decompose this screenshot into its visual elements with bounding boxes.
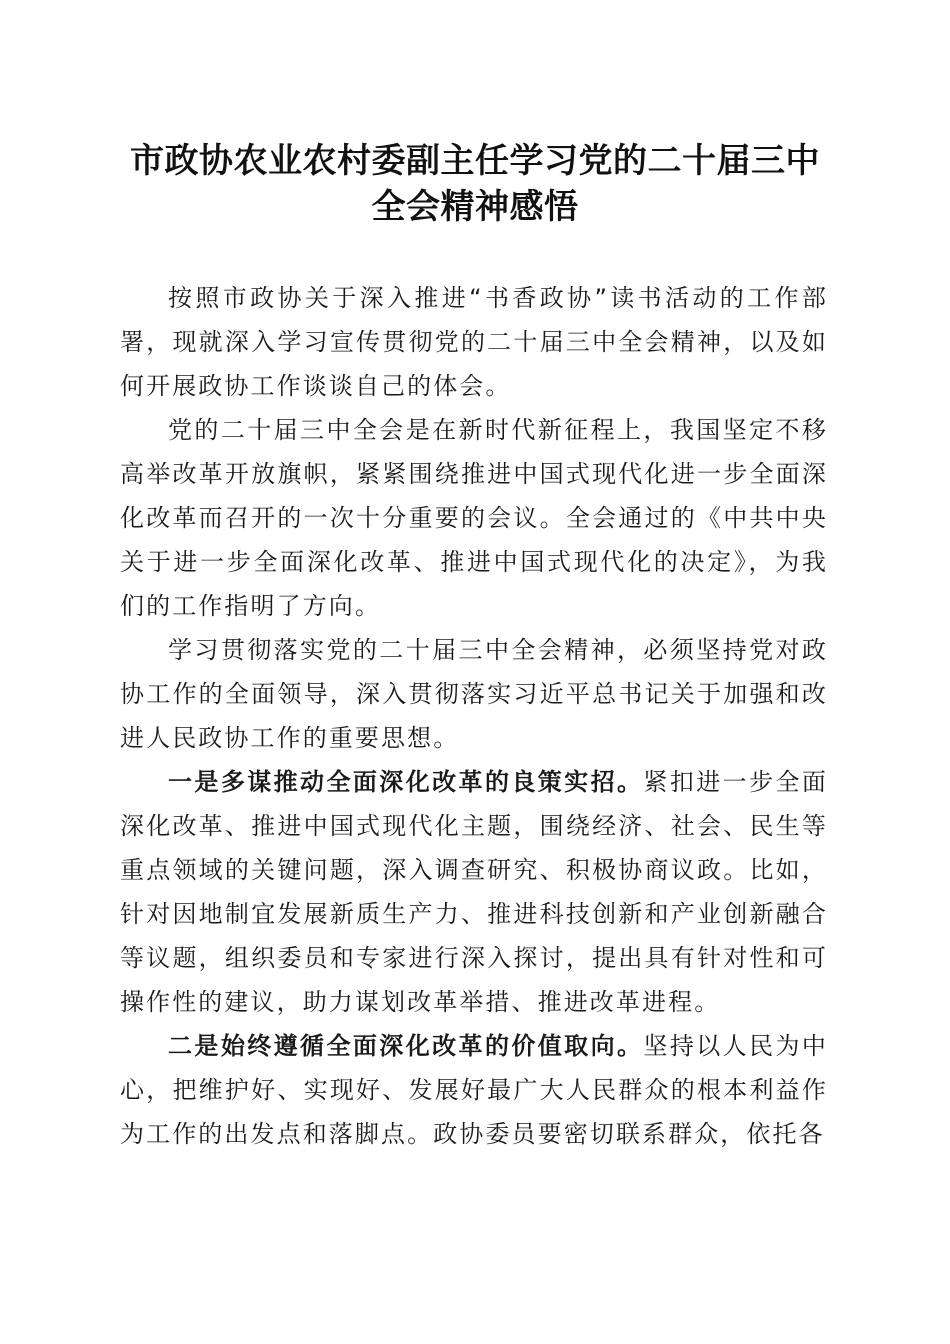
paragraph-text: 紧扣进一步全面深化改革、推进中国式现代化主题，围绕经济、社会、民生等重点领域的关键问题，深入调查研究、积极协商议政。比如，针对因地制宜发展新质生产力、推进科技创新和产业创新融合等议题，组织委员和专家进行深入探讨，提出具有针对性和可操作性的建议，助力谋划改革举措、推进改革进程。 bbox=[120, 768, 828, 1016]
paragraph-lead-heading: 一是多谋推动全面深化改革的良策实招。 bbox=[168, 767, 644, 796]
document-body bbox=[120, 276, 828, 1156]
paragraph-text: 坚持以人民为中心，把维护好、实现好、发展好最广大人民群众的根本利益作为工作的出发点和落脚点。政协委员要密切联系群众，依托各 bbox=[120, 1032, 828, 1148]
title-line-2: 全会精神感悟 bbox=[371, 187, 579, 227]
paragraph-party-leadership bbox=[120, 628, 828, 760]
paragraph-text: 学习贯彻落实党的二十届三中全会精神，必须坚持党对政协工作的全面领导，深入贯彻落实习近平总书记关于加强和改进人民政协工作的重要思想。 bbox=[120, 636, 828, 752]
paragraph-text: 按照市政协关于深入推进“书香政协”读书活动的工作部署，现就深入学习宣传贯彻党的二十届三中全会精神，以及如何开展政协工作谈谈自己的体会。 bbox=[120, 284, 828, 400]
title-line-1: 市政协农业农村委副主任学习党的二十届三中 bbox=[130, 141, 820, 181]
paragraph-plenum-overview bbox=[120, 408, 828, 628]
paragraph-point-one bbox=[120, 760, 828, 1024]
document-title bbox=[110, 138, 840, 230]
paragraph-lead-heading: 二是始终遵循全面深化改革的价值取向。 bbox=[168, 1031, 644, 1060]
paragraph-text: 党的二十届三中全会是在新时代新征程上，我国坚定不移高举改革开放旗帜，紧紧围绕推进中国式现代化进一步全面深化改革而召开的一次十分重要的会议。全会通过的《中共中央关于进一步全面深化改革、推进中国式现代化的决定》，为我们的工作指明了方向。 bbox=[120, 416, 828, 620]
paragraph-point-two bbox=[120, 1024, 828, 1156]
paragraph-intro bbox=[120, 276, 828, 408]
